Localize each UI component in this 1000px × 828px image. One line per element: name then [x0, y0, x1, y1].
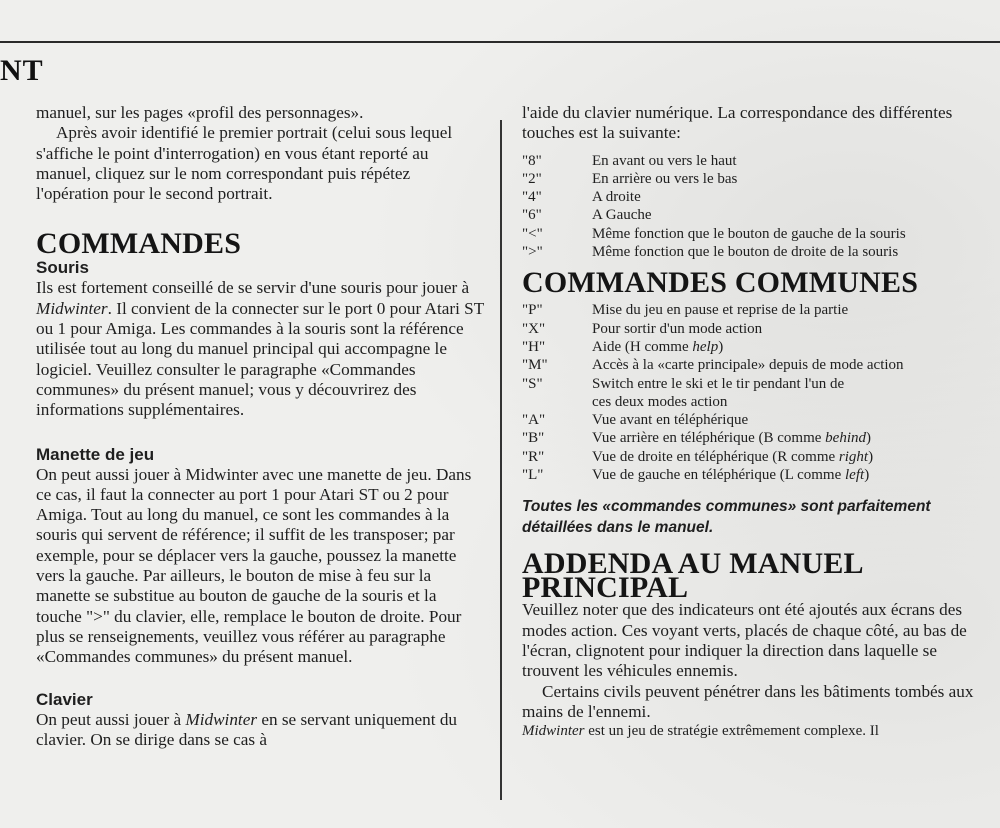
key-label — [522, 393, 592, 411]
section-header-fragment: NT — [0, 54, 44, 87]
heading-clavier: Clavier — [36, 689, 93, 709]
game-title: Midwinter — [185, 709, 258, 729]
common-command-row — [522, 320, 904, 338]
common-command-row — [522, 448, 904, 466]
key-description-emphasis: right — [838, 448, 869, 465]
common-command-row — [522, 393, 904, 411]
paragraph-portrait: Après avoir identifié le premier portrait (celui sous lequel s'affiche le point d'interrogation) en vous étant reporté au manuel, cliquez sur le nom correspondant puis répétez l'opération pour le second portrait. — [36, 123, 453, 204]
paragraph-manette: On peut aussi jouer à Midwinter avec une manette de jeu. Dans ce cas, il faut la connecter au port 1 pour Atari ST ou 2 pour Amiga. Tout au long du manuel, ce sont les commandes à la souris qui servent de référence; il suffit de les transposer; par exemple, pour se déplacer vers la gauche, poussez la manette vers la gauche. Par ailleurs, le bouton de mise à feu sur la manette se substitue au bouton de gauche de la souris et la touche ">" du clavier, elle, remplace le bouton de droite. Pour plus se renseignements, veuillez vous référer au paragraphe «Commandes communes» du présent manuel. — [36, 464, 472, 667]
keypad-row — [522, 243, 906, 261]
game-title: Midwinter — [522, 723, 585, 740]
keypad-row — [522, 152, 906, 170]
text: Ils est fortement conseillé de se servir d'une souris pour jouer à — [36, 278, 470, 298]
key-description: Pour sortir d'un mode action — [592, 320, 763, 337]
game-title: Midwinter — [36, 298, 108, 318]
column-divider — [500, 120, 502, 800]
key-description-emphasis: behind — [825, 430, 866, 447]
key-description: Accès à la «carte principale» depuis de mode action — [592, 357, 904, 374]
note-commandes-communes: Toutes les «commandes communes» sont parfaitement détaillées dans le manuel. — [522, 498, 931, 537]
key-label: "B" — [522, 430, 545, 447]
key-label: "X" — [522, 320, 546, 337]
key-label: "S" — [522, 375, 543, 392]
paragraph-souris — [36, 278, 484, 420]
keypad-row — [522, 170, 906, 188]
key-description: ces deux modes action — [592, 393, 728, 410]
keypad-row — [522, 206, 906, 224]
text: . Il convient de la connecter sur le port 0 pour Atari ST ou 1 pour Amiga. Les commandes à la souris sont la référence utilisée tout au long du manuel principal qui accompagne le logiciel. Veuillez consulter le paragraphe «Commandes communes» du présent manuel; vous y découvrirez des informations supplémentaires. — [36, 298, 484, 420]
key-label: "8" — [522, 152, 542, 169]
key-description: En avant ou vers le haut — [592, 152, 737, 169]
paragraph-intro-continued: manuel, sur les pages «profil des personnages». — [36, 103, 364, 122]
header-rule — [0, 41, 1000, 43]
key-description: Aide (H comme help) — [592, 338, 724, 355]
key-label: "4" — [522, 189, 542, 206]
text: est un jeu de stratégie extrêmement complexe. Il — [584, 723, 879, 740]
heading-commandes-communes: COMMANDES COMMUNES — [522, 266, 919, 300]
heading-addenda: ADDENDA AU MANUEL — [522, 547, 864, 581]
key-label: "P" — [522, 302, 543, 319]
key-description: Switch entre le ski et le tir pendant l'un de — [592, 375, 845, 392]
paragraph-clavier-continued: l'aide du clavier numérique. La correspondance des différentes touches est la suivante: — [522, 103, 953, 143]
key-description: Même fonction que le bouton de gauche de la souris — [592, 225, 906, 242]
text: en se servant uniquement du clavier. On se dirige dans se cas à — [36, 709, 458, 749]
common-command-row — [522, 356, 904, 374]
keypad-row — [522, 225, 906, 243]
key-label: "R" — [522, 448, 545, 465]
paragraph-addenda-civils: Certains civils peuvent pénétrer dans les bâtiments tombés aux mains de l'ennemi. — [522, 681, 974, 721]
text: On peut aussi jouer à — [36, 709, 186, 729]
heading-manette: Manette de jeu — [36, 444, 155, 464]
key-description: A Gauche — [592, 207, 652, 224]
common-command-row — [522, 375, 904, 393]
heading-commandes: COMMANDES — [36, 227, 242, 261]
key-description-emphasis: help — [692, 338, 719, 355]
common-command-row — [522, 429, 904, 447]
common-command-row — [522, 466, 904, 484]
key-label: "2" — [522, 170, 542, 187]
key-label: "M" — [522, 357, 548, 374]
common-commands-table — [522, 301, 904, 484]
key-description: Vue avant en téléphérique — [592, 412, 749, 429]
key-description: Même fonction que le bouton de droite de la souris — [592, 244, 899, 261]
common-command-row — [522, 301, 904, 319]
key-label: "<" — [522, 225, 543, 242]
left-column — [36, 103, 484, 750]
numeric-keypad-table — [522, 152, 906, 262]
key-label: "A" — [522, 412, 546, 429]
common-command-row — [522, 411, 904, 429]
key-description: Vue de gauche en téléphérique (L comme left) — [592, 467, 870, 484]
key-label: "6" — [522, 207, 542, 224]
right-column — [522, 103, 982, 740]
key-description: En arrière ou vers le bas — [592, 170, 738, 187]
paragraph-strategy — [522, 722, 982, 740]
key-label: ">" — [522, 244, 543, 261]
key-label: "L" — [522, 467, 544, 484]
paragraph-addenda-indicators: Veuillez noter que des indicateurs ont été ajoutés aux écrans des modes action. Ces voyant verts, placés de chaque côté, au bas de l'écran, clignotent pour indiquer la direction dans laquelle se trouvent les véhicules ennemis. — [522, 600, 967, 681]
heading-souris: Souris — [36, 258, 89, 278]
heading-addenda-line2: PRINCIPAL — [522, 571, 689, 605]
keypad-row — [522, 188, 906, 206]
key-description: Vue de droite en téléphérique (R comme right) — [592, 448, 874, 465]
common-command-row — [522, 338, 904, 356]
key-description-emphasis: left — [845, 467, 865, 484]
key-description: Mise du jeu en pause et reprise de la partie — [592, 302, 849, 319]
key-description: A droite — [592, 189, 641, 206]
key-description: Vue arrière en téléphérique (B comme behind) — [592, 430, 871, 447]
paragraph-clavier — [36, 710, 484, 751]
key-label: "H" — [522, 338, 546, 355]
